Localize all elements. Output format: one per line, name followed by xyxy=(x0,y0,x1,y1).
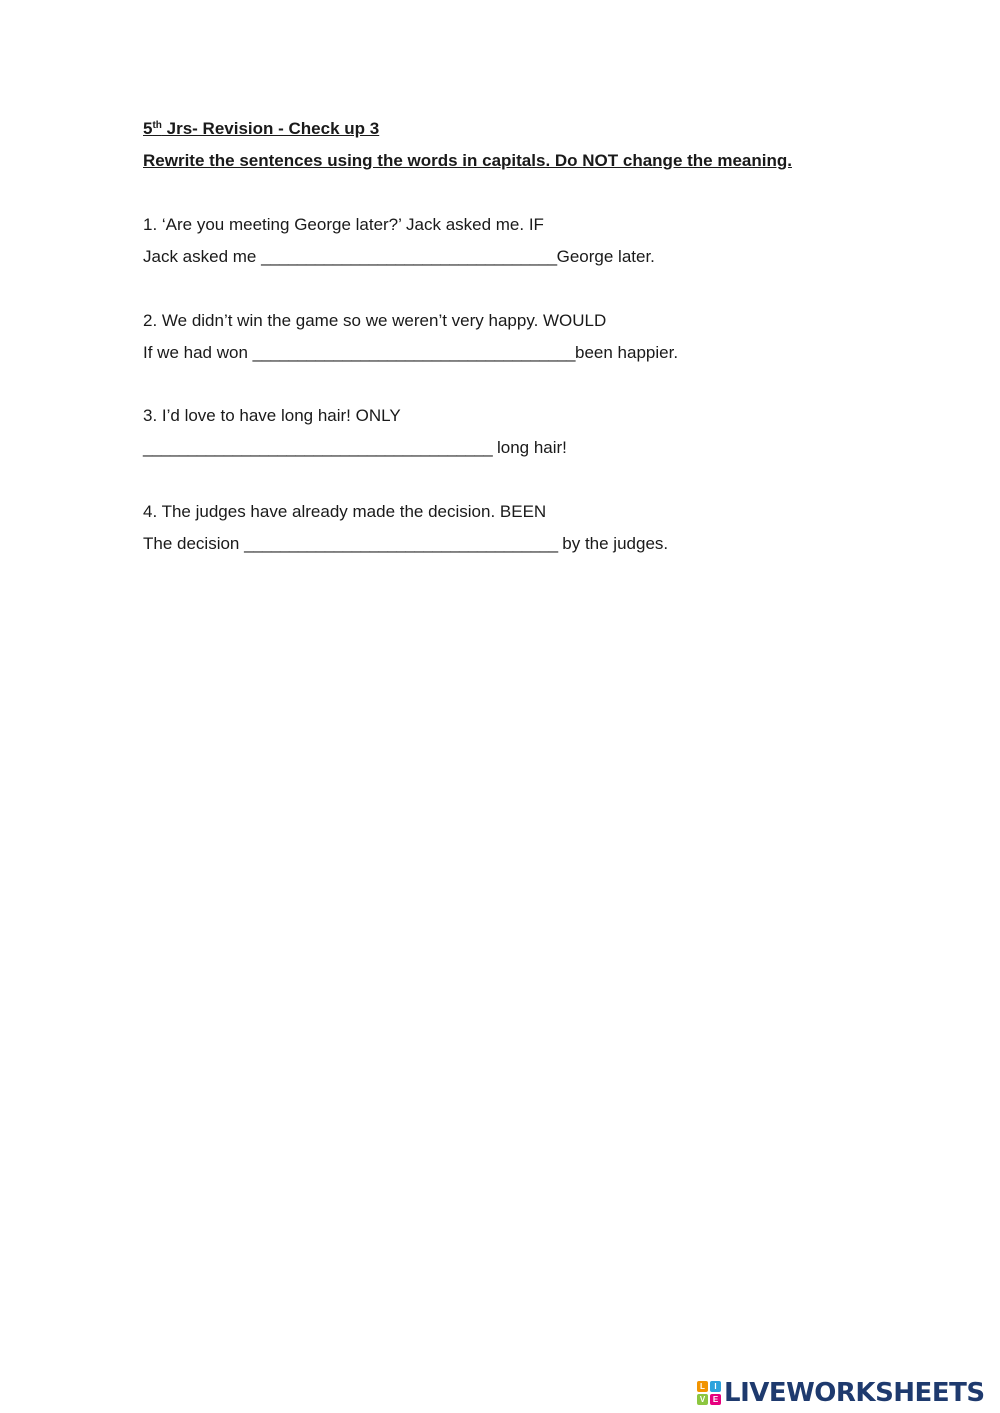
logo-mark-e: E xyxy=(710,1394,721,1405)
exercise-2-prompt: 2. We didn’t win the game so we weren’t very happy. WOULD xyxy=(143,311,607,330)
exercise-1-answer-line xyxy=(143,247,655,267)
exercise-2-start: If we had won xyxy=(143,343,253,362)
exercise-2-blank[interactable]: ____________________________________ xyxy=(252,343,575,362)
title-rest: Jrs- Revision - Check up 3 xyxy=(161,119,380,138)
exercise-1-blank[interactable]: _________________________________ xyxy=(261,247,557,266)
exercise-2-answer-line xyxy=(143,343,678,363)
exercise-3-blank[interactable]: _______________________________________ xyxy=(143,438,493,457)
title-superscript: th xyxy=(152,120,162,131)
logo-mark-v: V xyxy=(697,1394,708,1405)
worksheet-title xyxy=(143,119,379,139)
exercise-3-prompt: 3. I’d love to have long hair! ONLY xyxy=(143,406,401,425)
exercise-1-start: Jack asked me xyxy=(143,247,262,266)
title-prefix: 5 xyxy=(143,119,153,138)
logo-mark-i: I xyxy=(710,1381,721,1392)
exercise-3-answer-line xyxy=(143,438,567,458)
exercise-1-end: George later. xyxy=(556,247,655,266)
logo-mark-icon xyxy=(697,1381,721,1405)
exercise-4-start: The decision xyxy=(143,534,245,553)
exercise-4-end: by the judges. xyxy=(557,534,669,553)
exercise-4-answer-line xyxy=(143,534,668,554)
liveworksheets-logo xyxy=(697,1378,985,1408)
logo-mark-l: L xyxy=(697,1381,708,1392)
exercise-3-end: long hair! xyxy=(492,438,567,457)
exercise-1-prompt: 1. ‘Are you meeting George later?’ Jack asked me. IF xyxy=(143,215,544,234)
exercise-4-prompt: 4. The judges have already made the decision. BEEN xyxy=(143,502,547,521)
logo-text: LIVEWORKSHEETS xyxy=(724,1378,985,1408)
instruction-text: Rewrite the sentences using the words in capitals. Do NOT change the meaning. xyxy=(143,151,792,170)
exercise-4-blank[interactable]: ___________________________________ xyxy=(244,534,558,553)
exercise-2-end: been happier. xyxy=(575,343,679,362)
